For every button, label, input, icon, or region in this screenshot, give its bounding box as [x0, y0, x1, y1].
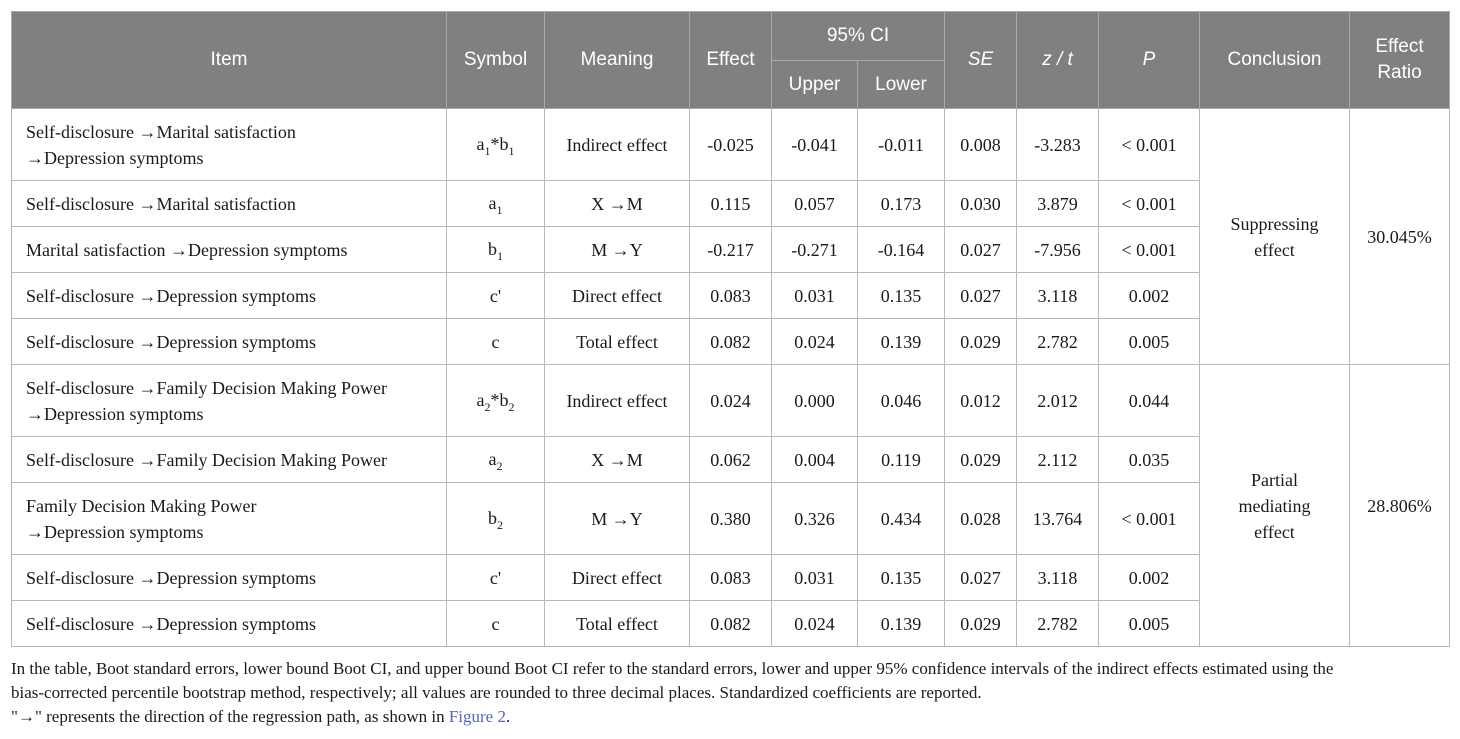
cell-ci-upper: -0.041 — [772, 109, 858, 181]
cell-symbol — [447, 319, 545, 365]
cell-effect-ratio: 30.045% — [1350, 109, 1450, 365]
cell-ci-lower: -0.011 — [858, 109, 945, 181]
cell-se: 0.012 — [945, 365, 1017, 437]
table-footnote — [11, 657, 1451, 729]
cell-meaning: M →Y — [545, 483, 690, 555]
item-line: Family Decision Making Power — [26, 495, 257, 516]
cell-zt: 3.118 — [1017, 555, 1099, 601]
cell-symbol — [447, 437, 545, 483]
cell-zt: 3.118 — [1017, 273, 1099, 319]
cell-p: < 0.001 — [1099, 483, 1200, 555]
cell-zt: 3.879 — [1017, 181, 1099, 227]
cell-p: 0.002 — [1099, 555, 1200, 601]
cell-ci-lower: 0.046 — [858, 365, 945, 437]
footnote-line-3-prefix: "→" represents the direction of the regression path, as shown in — [11, 707, 449, 726]
col-header-effect-ratio — [1350, 12, 1450, 109]
symbol-base: c' — [489, 285, 502, 306]
symbol-base: b — [488, 238, 497, 259]
cell-ci-upper: 0.031 — [772, 273, 858, 319]
cell-ci-upper: 0.031 — [772, 555, 858, 601]
cell-zt: -3.283 — [1017, 109, 1099, 181]
symbol-base: a — [488, 192, 497, 213]
cell-ci-upper: 0.326 — [772, 483, 858, 555]
cell-ci-lower: 0.119 — [858, 437, 945, 483]
cell-ci-upper: 0.057 — [772, 181, 858, 227]
item-line: Self-disclosure →Depression symptoms — [26, 331, 316, 352]
item-line: Self-disclosure →Family Decision Making Power — [26, 449, 387, 470]
conclusion-line: mediating — [1238, 495, 1311, 516]
col-header-effect: Effect — [690, 12, 772, 109]
cell-zt: 2.112 — [1017, 437, 1099, 483]
cell-effect: -0.217 — [690, 227, 772, 273]
item-line: Self-disclosure →Depression symptoms — [26, 285, 316, 306]
cell-item — [12, 601, 447, 647]
cell-symbol — [447, 181, 545, 227]
cell-p: 0.044 — [1099, 365, 1200, 437]
cell-meaning: Direct effect — [545, 555, 690, 601]
symbol-product: *b — [490, 133, 509, 154]
conclusion-line: Partial — [1251, 469, 1298, 490]
cell-item — [12, 227, 447, 273]
cell-ci-lower: -0.164 — [858, 227, 945, 273]
cell-ci-upper: -0.271 — [772, 227, 858, 273]
cell-effect-ratio: 28.806% — [1350, 365, 1450, 647]
symbol-subscript: 2 — [508, 399, 515, 414]
footnote-line-3 — [11, 705, 1451, 729]
symbol-base: a — [488, 448, 497, 469]
cell-item — [12, 109, 447, 181]
item-line: →Depression symptoms — [26, 403, 204, 424]
col-header-se: SE — [945, 12, 1017, 109]
col-header-item: Item — [12, 12, 447, 109]
cell-symbol — [447, 601, 545, 647]
cell-p: < 0.001 — [1099, 181, 1200, 227]
cell-symbol — [447, 483, 545, 555]
cell-p: 0.005 — [1099, 319, 1200, 365]
symbol-base: a — [476, 389, 485, 410]
cell-conclusion — [1200, 365, 1350, 647]
col-header-conclusion: Conclusion — [1200, 12, 1350, 109]
cell-meaning: Indirect effect — [545, 109, 690, 181]
cell-ci-lower: 0.135 — [858, 273, 945, 319]
item-line: Marital satisfaction →Depression symptoms — [26, 239, 348, 260]
cell-se: 0.029 — [945, 319, 1017, 365]
symbol-base: c' — [489, 567, 502, 588]
cell-p: 0.002 — [1099, 273, 1200, 319]
cell-item — [12, 181, 447, 227]
cell-effect: 0.083 — [690, 555, 772, 601]
cell-p: < 0.001 — [1099, 109, 1200, 181]
symbol-subscript: 2 — [497, 517, 503, 532]
cell-effect: 0.062 — [690, 437, 772, 483]
cell-p: < 0.001 — [1099, 227, 1200, 273]
cell-effect: 0.083 — [690, 273, 772, 319]
cell-p: 0.035 — [1099, 437, 1200, 483]
cell-item — [12, 437, 447, 483]
cell-se: 0.027 — [945, 555, 1017, 601]
cell-effect: 0.082 — [690, 601, 772, 647]
symbol-subscript: 1 — [484, 143, 491, 158]
cell-symbol — [447, 109, 545, 181]
cell-se: 0.027 — [945, 227, 1017, 273]
symbol-subscript: 2 — [496, 458, 503, 473]
cell-p: 0.005 — [1099, 601, 1200, 647]
item-line: →Depression symptoms — [26, 521, 204, 542]
results-table-container — [11, 11, 1449, 647]
table-row — [12, 365, 1450, 437]
cell-item — [12, 319, 447, 365]
cell-effect: 0.380 — [690, 483, 772, 555]
symbol-product: *b — [490, 389, 509, 410]
conclusion-line: effect — [1254, 521, 1295, 542]
cell-symbol — [447, 365, 545, 437]
col-header-meaning: Meaning — [545, 12, 690, 109]
cell-se: 0.027 — [945, 273, 1017, 319]
symbol-subscript: 2 — [484, 399, 491, 414]
cell-item — [12, 555, 447, 601]
cell-ci-lower: 0.135 — [858, 555, 945, 601]
item-line: Self-disclosure →Family Decision Making Power — [26, 377, 387, 398]
symbol-subscript: 1 — [497, 248, 503, 263]
cell-zt: 2.782 — [1017, 601, 1099, 647]
cell-symbol — [447, 273, 545, 319]
cell-effect: 0.024 — [690, 365, 772, 437]
col-header-upper: Upper — [772, 61, 858, 109]
cell-ci-lower: 0.139 — [858, 601, 945, 647]
cell-item — [12, 365, 447, 437]
cell-zt: 13.764 — [1017, 483, 1099, 555]
cell-effect: -0.025 — [690, 109, 772, 181]
figure-2-link[interactable]: Figure 2 — [448, 707, 506, 726]
cell-se: 0.008 — [945, 109, 1017, 181]
cell-zt: 2.012 — [1017, 365, 1099, 437]
item-line: Self-disclosure →Depression symptoms — [26, 567, 316, 588]
cell-se: 0.030 — [945, 181, 1017, 227]
symbol-base: b — [488, 507, 497, 528]
cell-se: 0.029 — [945, 437, 1017, 483]
symbol-base: c — [491, 331, 500, 352]
conclusion-line: Suppressing — [1230, 213, 1319, 234]
cell-symbol — [447, 227, 545, 273]
effect-ratio-line-2: Ratio — [1377, 62, 1422, 83]
cell-symbol — [447, 555, 545, 601]
col-header-zt: z / t — [1017, 12, 1099, 109]
symbol-base: a — [476, 133, 485, 154]
col-header-lower: Lower — [858, 61, 945, 109]
cell-ci-lower: 0.434 — [858, 483, 945, 555]
symbol-base: c — [491, 613, 500, 634]
footnote-line-3-suffix: . — [505, 707, 511, 726]
cell-ci-upper: 0.024 — [772, 601, 858, 647]
cell-conclusion — [1200, 109, 1350, 365]
conclusion-line: effect — [1254, 239, 1295, 260]
item-line: Self-disclosure →Marital satisfaction — [26, 121, 296, 142]
cell-se: 0.029 — [945, 601, 1017, 647]
cell-ci-upper: 0.004 — [772, 437, 858, 483]
col-header-symbol: Symbol — [447, 12, 545, 109]
table-header — [12, 12, 1450, 109]
symbol-subscript: 1 — [496, 202, 503, 217]
col-header-ci: 95% CI — [772, 12, 945, 61]
footnote-line-1: In the table, Boot standard errors, lower bound Boot CI, and upper bound Boot CI refer to the standard errors, lower and upper 95% confidence intervals of the indirect effects estimated using the — [11, 659, 1334, 678]
item-line: →Depression symptoms — [26, 147, 204, 168]
table-body — [12, 109, 1450, 647]
cell-item — [12, 273, 447, 319]
cell-se: 0.028 — [945, 483, 1017, 555]
cell-effect: 0.082 — [690, 319, 772, 365]
cell-zt: -7.956 — [1017, 227, 1099, 273]
cell-ci-lower: 0.139 — [858, 319, 945, 365]
item-line: Self-disclosure →Depression symptoms — [26, 613, 316, 634]
cell-zt: 2.782 — [1017, 319, 1099, 365]
effect-ratio-line-1: Effect — [1375, 36, 1424, 57]
cell-meaning: Total effect — [545, 319, 690, 365]
cell-meaning: Direct effect — [545, 273, 690, 319]
cell-ci-upper: 0.000 — [772, 365, 858, 437]
cell-effect: 0.115 — [690, 181, 772, 227]
cell-meaning: X →M — [545, 181, 690, 227]
cell-meaning: X →M — [545, 437, 690, 483]
cell-meaning: Total effect — [545, 601, 690, 647]
table-row — [12, 109, 1450, 181]
item-line: Self-disclosure →Marital satisfaction — [26, 193, 296, 214]
cell-item — [12, 483, 447, 555]
symbol-subscript: 1 — [508, 143, 515, 158]
col-header-p: P — [1099, 12, 1200, 109]
cell-ci-upper: 0.024 — [772, 319, 858, 365]
cell-meaning: Indirect effect — [545, 365, 690, 437]
cell-ci-lower: 0.173 — [858, 181, 945, 227]
mediation-results-table — [11, 11, 1450, 647]
cell-meaning: M →Y — [545, 227, 690, 273]
footnote-line-2: bias-corrected percentile bootstrap method, respectively; all values are rounded to three decimal places. Standardized coefficients are reported. — [11, 683, 982, 702]
